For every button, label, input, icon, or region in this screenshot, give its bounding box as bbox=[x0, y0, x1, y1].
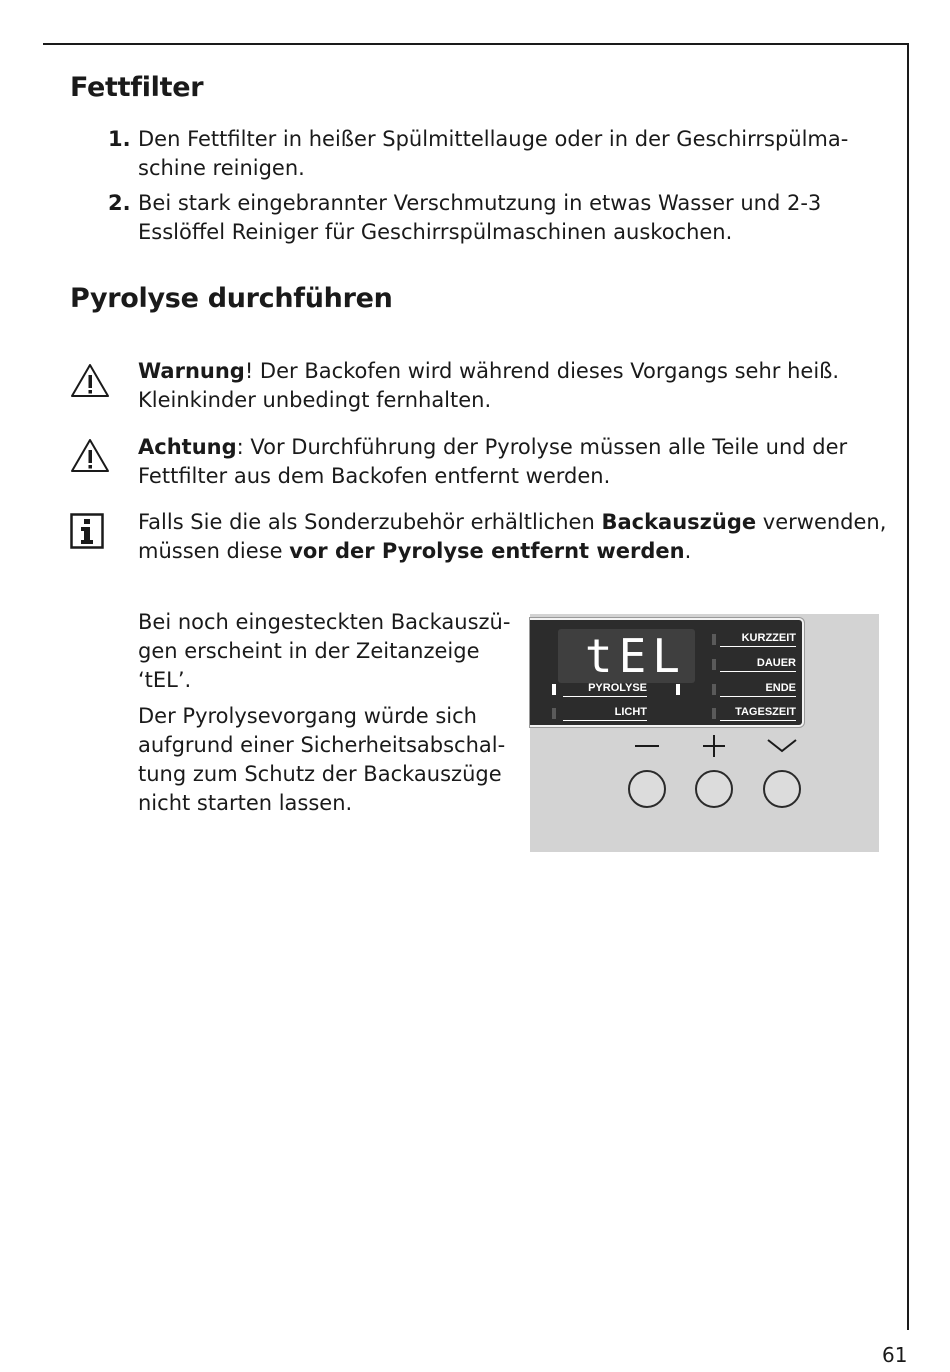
select-button[interactable] bbox=[763, 770, 801, 808]
info-bold-2: vor der Pyrolyse entfernt werden bbox=[289, 539, 685, 563]
chevron-down-icon bbox=[762, 734, 802, 758]
minus-button[interactable] bbox=[628, 770, 666, 808]
step-text: Bei stark eingebrannter Verschmutzung in etwas Wasser und 2-3 Esslöffel Reiniger für Geschirrspülmaschinen auskochen. bbox=[138, 191, 822, 244]
label-licht: LICHT bbox=[563, 705, 647, 721]
info-text-1: Falls Sie die als Sonderzubehör erhältlichen bbox=[138, 510, 602, 534]
indicator-ende bbox=[712, 684, 716, 695]
step-2 bbox=[108, 189, 888, 247]
plus-icon bbox=[694, 734, 734, 758]
indicator-dauer bbox=[712, 659, 716, 670]
warning-triangle-icon bbox=[69, 437, 111, 475]
label-ende: ENDE bbox=[720, 681, 796, 697]
time-display bbox=[558, 629, 695, 683]
paragraph-safety: Der Pyrolysevorgang würde sich aufgrund einer Sicherheitsabschal- tung zum Schutz der Backauszüge nicht starten lassen. bbox=[138, 704, 506, 815]
label-kurzzeit: KURZZEIT bbox=[720, 631, 796, 647]
indicator-tageszeit bbox=[712, 708, 716, 719]
label-pyrolyse: PYROLYSE bbox=[563, 681, 647, 697]
info-text-3: . bbox=[684, 539, 692, 563]
indicator-kurzzeit bbox=[712, 634, 716, 645]
info-text-2: verwenden, müssen diese bbox=[138, 510, 887, 563]
side-text bbox=[138, 608, 518, 825]
warning-label: Warnung bbox=[138, 359, 245, 383]
info-icon bbox=[70, 513, 104, 549]
display-panel bbox=[530, 618, 804, 727]
display-text: tEL bbox=[584, 629, 686, 683]
caution-label: Achtung bbox=[138, 435, 237, 459]
caution-note bbox=[138, 433, 888, 491]
minus-icon bbox=[627, 734, 667, 758]
page-number: 61 bbox=[882, 1343, 908, 1367]
step-number: 2. bbox=[108, 191, 131, 215]
indicator-pyrolyse-left bbox=[552, 684, 556, 695]
section-title-pyrolyse: Pyrolyse durchführen bbox=[70, 283, 393, 314]
warning-text: ! Der Backofen wird während dieses Vorgangs sehr heiß. Kleinkinder unbedingt fernhalten. bbox=[138, 359, 840, 412]
section-title-fettfilter: Fettfilter bbox=[70, 72, 204, 103]
step-number: 1. bbox=[108, 127, 131, 151]
caution-text: : Vor Durchführung der Pyrolyse müssen alle Teile und der Fettfilter aus dem Backofen entfernt werden. bbox=[138, 435, 848, 488]
label-dauer: DAUER bbox=[720, 656, 796, 672]
right-rule bbox=[907, 43, 909, 1330]
label-tageszeit: TAGESZEIT bbox=[720, 705, 796, 721]
step-1 bbox=[108, 125, 888, 183]
control-panel-illustration bbox=[530, 614, 879, 852]
warning-note bbox=[138, 357, 888, 415]
warning-triangle-icon bbox=[69, 362, 111, 400]
indicator-licht bbox=[552, 708, 556, 719]
plus-button[interactable] bbox=[695, 770, 733, 808]
info-note bbox=[138, 508, 888, 566]
info-bold-1: Backauszüge bbox=[601, 510, 757, 534]
paragraph-tel: Bei noch eingesteckten Backauszü- gen erscheint in der Zeitanzeige ‘tEL’. bbox=[138, 610, 511, 692]
top-rule bbox=[43, 43, 909, 45]
indicator-pyrolyse-right bbox=[676, 684, 680, 695]
step-text: Den Fettfilter in heißer Spülmittellauge oder in der Geschirrspülma- schine reinigen. bbox=[138, 127, 849, 180]
